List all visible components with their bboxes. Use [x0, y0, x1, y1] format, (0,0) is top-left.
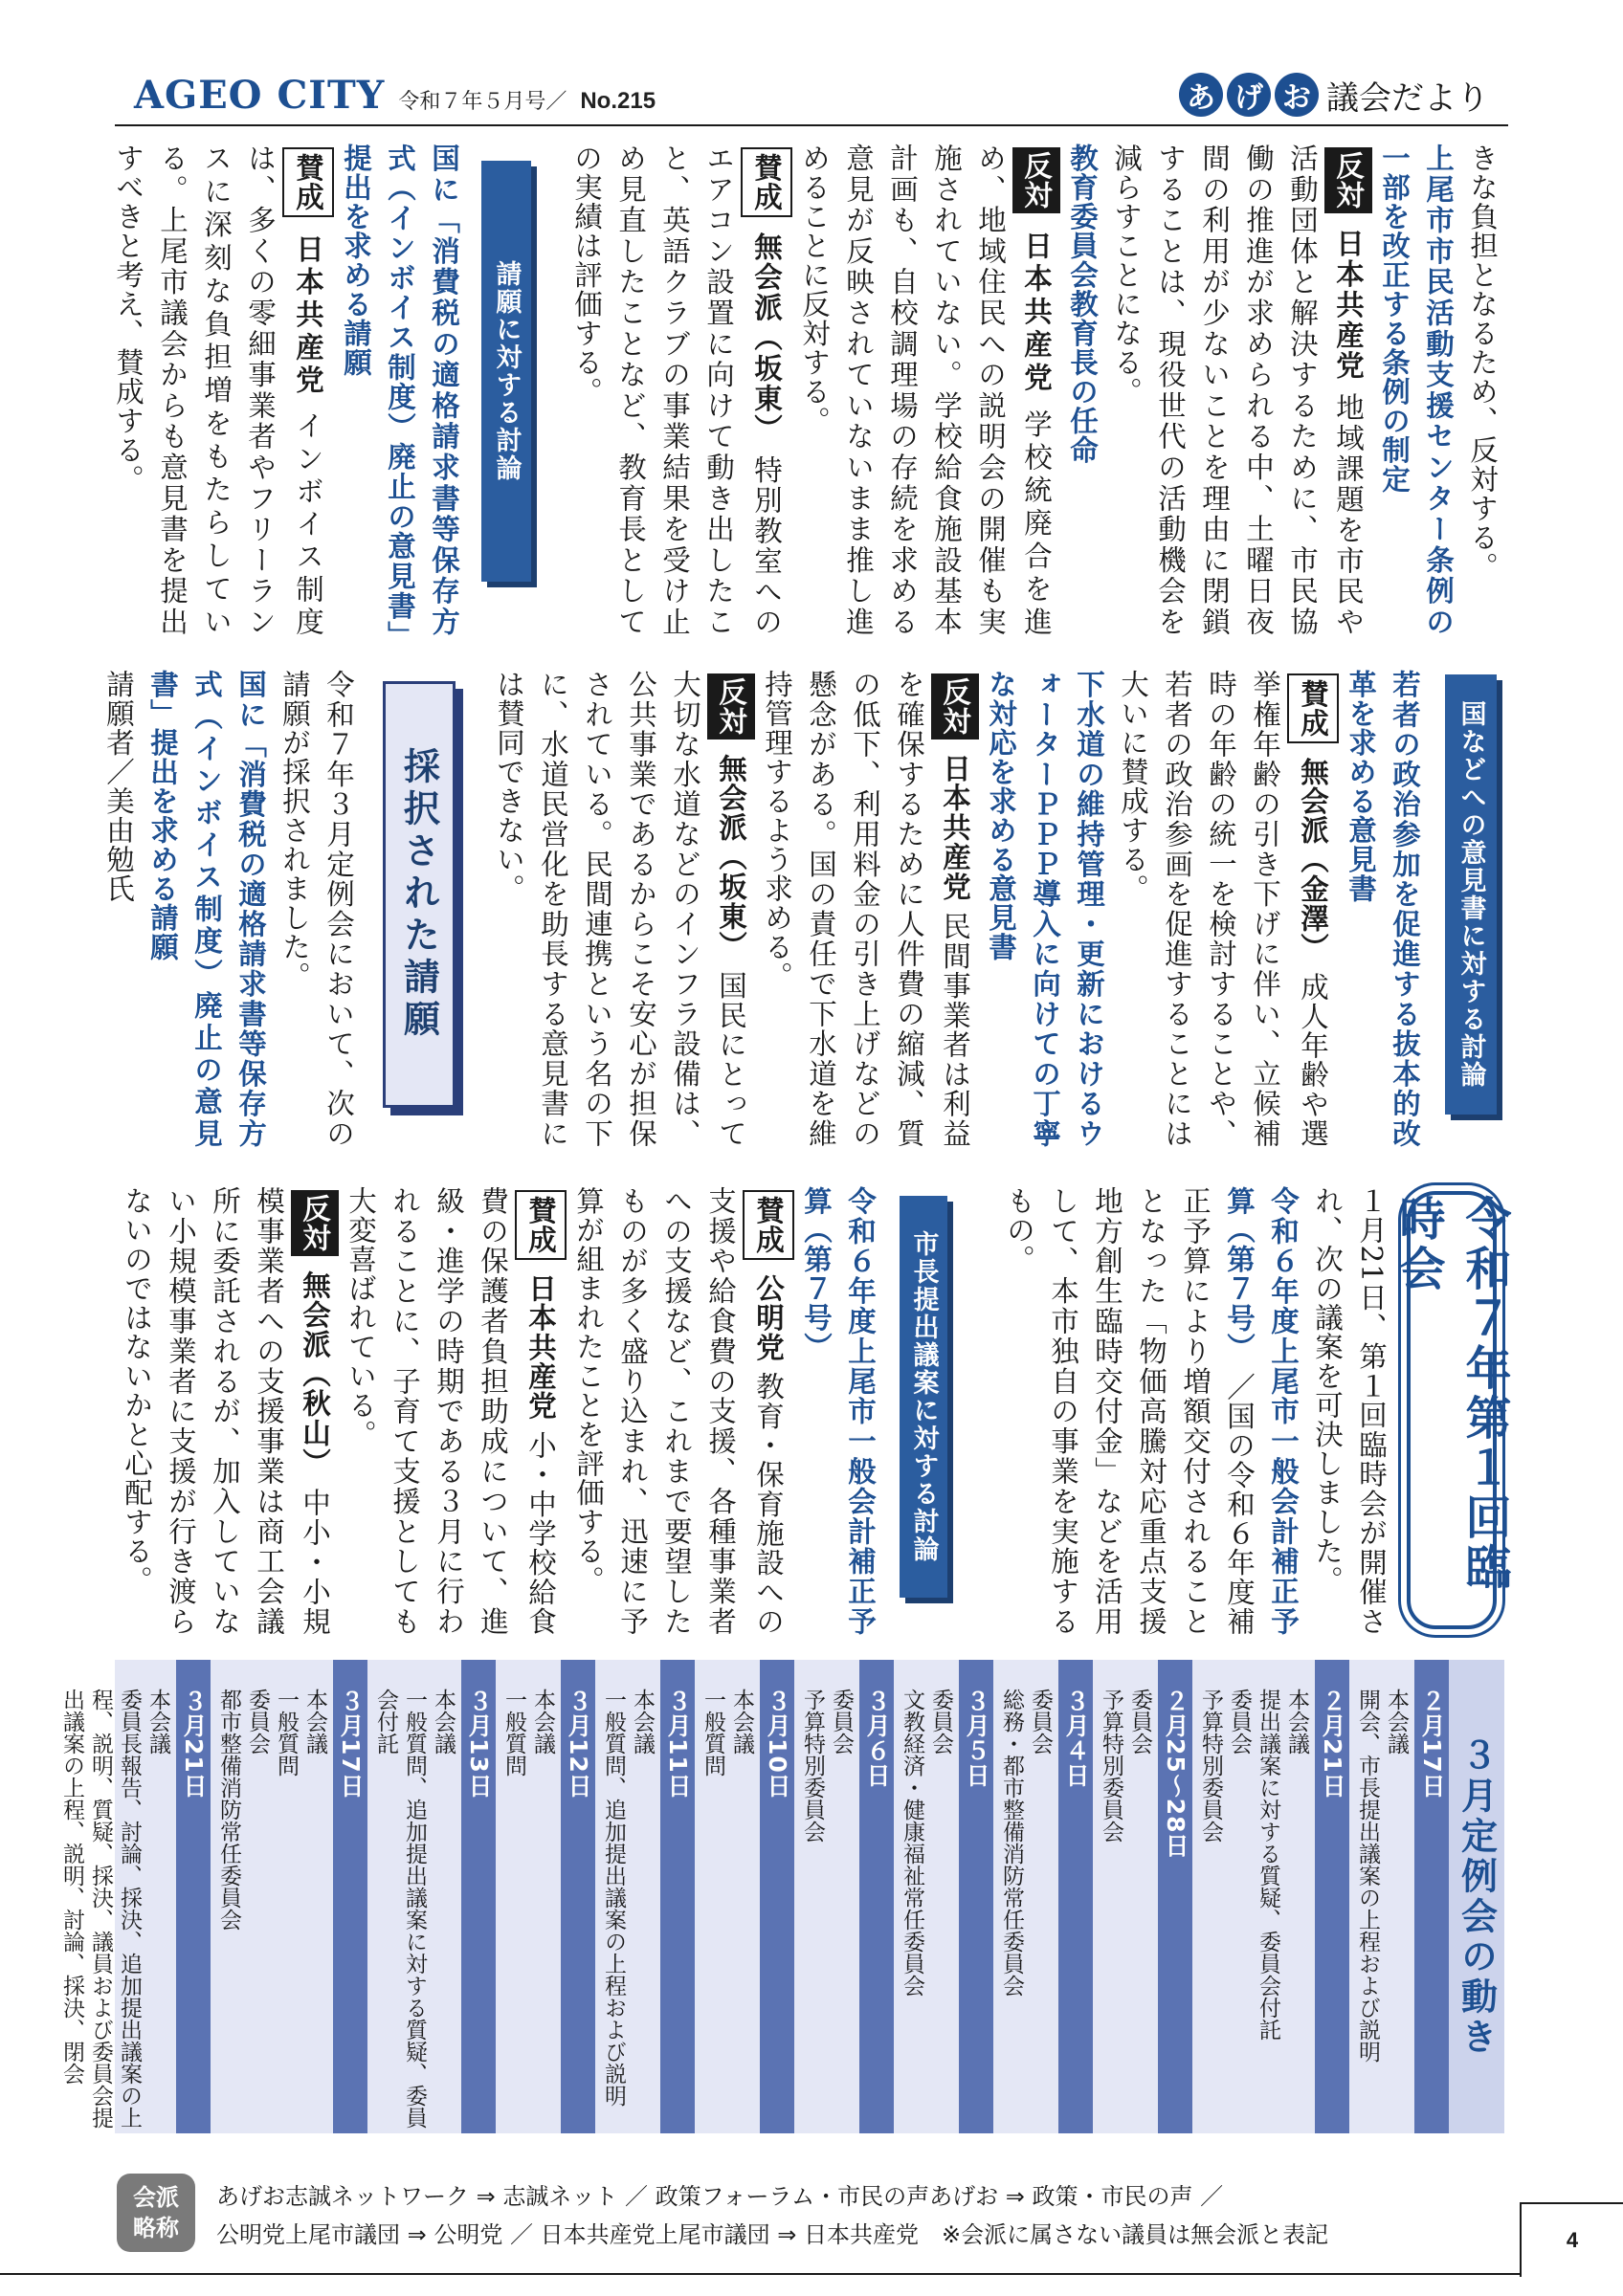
- meeting-agenda: 一般質問: [700, 1689, 725, 1777]
- petition-title: 国に「消費税の適格請求書等保存方式（インボイス制度）廃止の意見書」提出を求める請願: [340, 144, 460, 636]
- party-name: 日本共産党: [292, 234, 324, 398]
- debate-body: 教育・保育施設への支援や給食費の支援、各種事業者への支援など、これまで要望したものが多く盛り込まれ、迅速に予算が組まれたことを評価する。: [572, 1186, 785, 1637]
- party-name: 無会派（坂東）: [750, 232, 783, 445]
- adopted-title: 国に「消費税の適格請求書等保存方式（インボイス制度）廃止の意見書」提出を求める請願: [146, 670, 267, 1148]
- meeting-agenda: 予算特別委員会: [800, 1689, 825, 1843]
- meeting-type: 本会議: [302, 1689, 327, 1755]
- abbreviation-list: [216, 2177, 1499, 2254]
- schedule-day: [1349, 1660, 1449, 2133]
- vote-tag-support: 賛成: [741, 147, 792, 217]
- schedule-day: [54, 1660, 211, 2133]
- meeting-type: 委員会: [1127, 1689, 1152, 1755]
- party-name: 無会派（金澤）: [1297, 757, 1329, 962]
- section-header-petition-debate: 請願に対する討論: [481, 161, 531, 582]
- schedule-day: [496, 1660, 595, 2133]
- issue-number: No.215: [580, 88, 656, 114]
- party-name: 日本共産党: [524, 1273, 557, 1421]
- meeting-type: 委員会: [1227, 1689, 1252, 1755]
- schedule-date: ３月10日: [760, 1660, 794, 2133]
- schedule-date: ３月６日: [859, 1660, 894, 2133]
- schedule-columns: [54, 1660, 1449, 2133]
- budget-debate-title: 令和６年度上尾市一般会計補正予算（第７号）: [800, 1186, 877, 1636]
- appointment-title: 教育委員会教育長の任命: [1066, 144, 1099, 465]
- schedule-entries: [1093, 1660, 1158, 2133]
- schedule-entries: [794, 1660, 859, 2133]
- debate-body: 中小・小規模事業者への支援事業は商工会議所に委託されるが、加入していない小規模事業者に支援が行き渡らないのではないかと心配する。: [121, 1186, 331, 1636]
- opinion-title-youth: 若者の政治参加を促進する抜本的改革を求める意見書: [1345, 670, 1421, 1148]
- schedule-entries: [695, 1660, 760, 2133]
- debate-body: 成人年齢や選挙権年齢の引き下げに伴い、立候補時の年齢の統一を検討することや、若者の政治参画を促進することには大いに賛成する。: [1117, 670, 1329, 1148]
- footer-divider: [0, 2273, 1623, 2275]
- extraordinary-session-column: [1003, 1186, 1393, 1636]
- schedule-date: ３月12日: [561, 1660, 595, 2133]
- meeting-agenda: 提出議案に対する質疑、委員会付託: [1256, 1689, 1280, 2041]
- newsletter-title: 議会だより: [1326, 78, 1489, 118]
- budget-debate-column: [117, 1186, 882, 1636]
- meeting-type: 本会議: [1384, 1689, 1409, 1755]
- schedule-day: [1093, 1660, 1192, 2133]
- schedule-date: ３月11日: [660, 1660, 695, 2133]
- meeting-agenda: 予算特別委員会: [1099, 1689, 1123, 1843]
- schedule-date: ３月５日: [959, 1660, 993, 2133]
- schedule-day: [367, 1660, 496, 2133]
- brand-name: AGEO CITY: [134, 73, 386, 118]
- schedule-entry: [798, 1660, 856, 2133]
- header-right: [1179, 69, 1489, 121]
- meeting-type: 委員会: [1028, 1689, 1053, 1755]
- vote-tag-support: 賛成: [515, 1190, 567, 1260]
- schedule-entries: [894, 1660, 959, 2133]
- schedule-entry: [500, 1660, 557, 2133]
- extraordinary-session-title: 令和７年第１回臨時会: [1407, 1191, 1497, 1629]
- schedule-entry: [699, 1660, 756, 2133]
- session-intro: １月21日、第１回臨時会が開催され、次の議案を可決しました。: [1311, 1186, 1388, 1636]
- schedule-date: ３月４日: [1058, 1660, 1093, 2133]
- logo-char-a: あ: [1179, 73, 1223, 117]
- lead-text: きな負担となるため、反対する。: [1466, 144, 1499, 582]
- schedule-entry: [599, 1660, 656, 2129]
- schedule-entry: [1254, 1660, 1311, 2133]
- schedule-entries: [1192, 1660, 1315, 2133]
- logo-char-ge: げ: [1227, 73, 1271, 117]
- schedule-entry: [997, 1660, 1055, 2133]
- schedule-entries: [496, 1660, 561, 2133]
- meeting-agenda: 一般質問: [501, 1689, 526, 1777]
- bill-title: 令和６年度上尾市一般会計補正予算（第７号）: [1223, 1186, 1300, 1636]
- header-divider: [115, 124, 1508, 126]
- schedule-entry: [214, 1660, 272, 2133]
- meeting-type: 本会議: [530, 1689, 555, 1755]
- petitioner: 請願者／美由勉氏: [102, 670, 135, 903]
- schedule-date: ３月17日: [333, 1660, 367, 2133]
- petition-debate-column: [112, 144, 466, 636]
- schedule-entry: [1353, 1660, 1411, 2133]
- vote-tag-support: 賛成: [1287, 673, 1339, 743]
- ordinance-title: 上尾市市民活動支援センター条例の一部を改正する条例の制定: [1378, 144, 1455, 636]
- debate-body: 地域課題を市民や活動団体と解決するために、市民協働の推進が求められる中、土曜日夜間の利用が少ないことを理由に閉鎖することは、現役世代の活動機会を減らすことになる。: [1110, 144, 1365, 636]
- opinion-debate-column: [493, 670, 1427, 1149]
- section-header-opinion-debate: 国などへの意見書に対する討論: [1445, 674, 1497, 1115]
- schedule-date: ３月13日: [461, 1660, 496, 2133]
- meeting-agenda: 一般質問、追加提出議案の上程および説明: [601, 1689, 626, 2107]
- schedule-date: ２月25〜28日: [1158, 1660, 1192, 2133]
- abbreviation-line-1: あげお志誠ネットワーク ⇒ 志誠ネット ／ 政策フォーラム・市民の声あげお ⇒ 政策・市民の声 ／: [216, 2183, 1224, 2210]
- section-header-adopted-petition: 採択された請願: [383, 681, 456, 1108]
- schedule-day: [1192, 1660, 1349, 2133]
- party-name: 日本共産党: [939, 753, 971, 902]
- schedule-entry: [57, 1660, 172, 2129]
- abbreviation-badge: [117, 2174, 195, 2252]
- meeting-type: 本会議: [431, 1689, 456, 1755]
- meeting-type: 委員会: [928, 1689, 953, 1755]
- schedule-entries: [993, 1660, 1058, 2133]
- schedule-entry: [1097, 1660, 1154, 2133]
- badge-line-1: 会派: [133, 2184, 179, 2211]
- schedule-title: ３月定例会の動き: [1449, 1660, 1504, 2133]
- schedule-entry: [371, 1660, 457, 2129]
- meeting-type: 委員会: [245, 1689, 270, 1755]
- vote-tag-support: 賛成: [282, 147, 334, 217]
- meeting-type: 本会議: [729, 1689, 754, 1755]
- schedule-entries: [211, 1660, 333, 2133]
- schedule-entries: [367, 1660, 461, 2133]
- meeting-agenda: 一般質問、追加提出議案に対する質疑、委員会付託: [373, 1689, 427, 2129]
- meeting-type: 本会議: [1284, 1689, 1309, 1755]
- opinion-title-sewer: 下水道の維持管理・更新におけるウォーターＰＰＰ導入に向けての丁寧な対応を求める意見書: [985, 670, 1105, 1148]
- schedule-day: [211, 1660, 367, 2133]
- page-number: 4: [1520, 2202, 1623, 2277]
- meeting-agenda: 一般質問: [274, 1689, 299, 1777]
- vote-tag-oppose: 反対: [1012, 147, 1060, 213]
- adopted-intro: 令和７年３月定例会において、次の請願が採択されました。: [278, 670, 355, 1148]
- party-name: 無会派（秋山）: [299, 1269, 331, 1478]
- meeting-agenda: 文教経済・健康福祉常任委員会: [900, 1689, 924, 1997]
- vote-tag-oppose: 反対: [707, 673, 755, 740]
- meeting-agenda: 都市整備消防常任委員会: [216, 1689, 241, 1931]
- meeting-agenda: 委員長報告、討論、採決、追加提出議案の上程、説明、質疑、採決、議員および委員会提出議案の上程、説明、討論、採決、閉会: [59, 1689, 142, 2129]
- party-name: 日本共産党: [1020, 231, 1053, 396]
- bill-body: ／国の令和６年度補正予算により増額交付されることとなった「物価高騰対応重点支援地方創生臨時交付金」などを活用して、本市独自の事業を実施するもの。: [1003, 1186, 1256, 1636]
- vote-tag-oppose: 反対: [1324, 147, 1372, 213]
- vote-tag-oppose: 反対: [291, 1190, 339, 1256]
- schedule-day: [993, 1660, 1093, 2133]
- party-name: 無会派（坂東）: [715, 753, 747, 961]
- vote-tag-oppose: 反対: [931, 673, 979, 740]
- meeting-agenda: 開会、市長提出議案の上程および説明: [1355, 1689, 1380, 2063]
- adopted-petition-column: [102, 670, 361, 1148]
- schedule-entry: [272, 1660, 329, 2133]
- party-name: 日本共産党: [1332, 228, 1365, 382]
- meeting-agenda: 総務・都市整備消防常任委員会: [999, 1689, 1024, 1997]
- schedule-date: ３月21日: [176, 1660, 211, 2133]
- march-session-schedule: [59, 1660, 1504, 2133]
- schedule-date: ２月17日: [1414, 1660, 1449, 2133]
- debate-body: 国民にとって大切な水道などのインフラ設備は、公共事業であるからこそ安心が担保されている。民間連携という名の下に、水道民営化を助長する意見書には賛同できない。: [493, 670, 747, 1148]
- header-left: [134, 73, 656, 121]
- debate-body: 民間事業者は利益を確保するために人件費の縮減、質の低下、利用料金の引き上げなどの懸念がある。国の責任で下水道を維持管理するよう求める。: [761, 670, 971, 1149]
- top-debate-column: [570, 144, 1504, 636]
- abbreviation-line-2: 公明党上尾市議団 ⇒ 公明党 ／ 日本共産党上尾市議団 ⇒ 日本共産党 ※会派に属さない議員は無会派と表記: [216, 2221, 1329, 2248]
- debate-body: 学校統廃合を進め、地域住民への説明会の開催も実施されていない。学校給食施設基本計画も、自校調理場の存続を求める意見が反映されていないまま推し進めることに反対する。: [798, 144, 1053, 636]
- schedule-entries: [54, 1660, 176, 2133]
- schedule-day: [595, 1660, 695, 2133]
- vote-tag-support: 賛成: [743, 1190, 794, 1260]
- meeting-type: 本会議: [145, 1689, 170, 1755]
- schedule-day: [894, 1660, 993, 2133]
- debate-body: インボイス制度は、多くの零細事業者やフリーランスに深刻な負担増をもたらしている。上尾市議会からも意見書を提出すべきと考え、賛成する。: [112, 144, 324, 636]
- schedule-day: [695, 1660, 794, 2133]
- schedule-entry: [1196, 1660, 1254, 2133]
- schedule-entry: [898, 1660, 955, 2133]
- debate-body: 小・中学校給食費の保護者負担助成について、進級・進学の時期である３月に行われることに、子育て支援としても大変喜ばれている。: [345, 1186, 557, 1637]
- meeting-type: 委員会: [829, 1689, 854, 1755]
- schedule-entries: [1349, 1660, 1414, 2133]
- section-header-mayor-bill-debate: 市長提出議案に対する討論: [900, 1196, 947, 1598]
- badge-line-2: 略称: [133, 2215, 179, 2241]
- schedule-date: ２月21日: [1315, 1660, 1349, 2133]
- logo-char-o: お: [1275, 73, 1319, 117]
- meeting-type: 本会議: [630, 1689, 655, 1755]
- party-name: 公明党: [752, 1273, 785, 1362]
- schedule-entries: [595, 1660, 660, 2133]
- debate-body: 特別教室へのエアコン設置に向けて動き出したこと、英語クラブの事業結果を受け止め見直したことなど、教育長としての実績は評価する。: [570, 144, 783, 636]
- meeting-agenda: 予算特別委員会: [1198, 1689, 1223, 1843]
- schedule-day: [794, 1660, 894, 2133]
- issue-date: 令和７年５月号／: [398, 90, 567, 114]
